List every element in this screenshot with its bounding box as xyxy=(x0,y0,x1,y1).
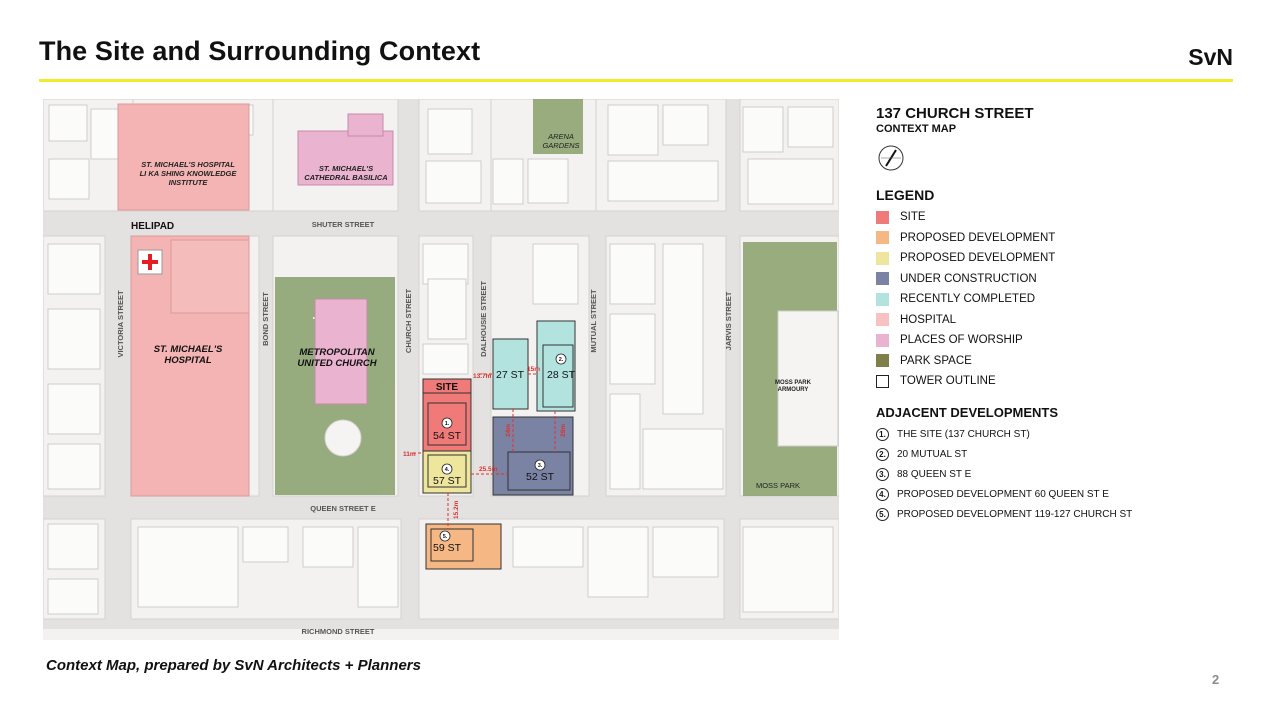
street-label-queen: QUEEN STREET E xyxy=(310,504,376,513)
map-info-panel xyxy=(876,105,1256,525)
street-label-mutual: MUTUAL STREET xyxy=(589,289,598,353)
adjacent-development-item xyxy=(876,505,1256,525)
adjacent-developments-title: ADJACENT DEVELOPMENTS xyxy=(876,404,1059,420)
place-label: ARMOURY xyxy=(777,387,809,393)
place-label: ST. MICHAEL'S HOSPITAL xyxy=(141,160,235,169)
dimension-label: 29m xyxy=(560,423,567,437)
map-caption: Context Map, prepared by SvN Architects + Planners xyxy=(46,657,421,674)
legend-swatch xyxy=(876,231,889,244)
helipad-label: HELIPAD xyxy=(131,221,175,232)
marker-number: 2. xyxy=(558,357,564,363)
building-label: 54 ST xyxy=(432,430,462,442)
legend-swatch xyxy=(876,272,889,285)
street-label-jarvis: JARVIS STREET xyxy=(724,291,733,351)
legend-title: LEGEND xyxy=(876,187,935,203)
street-label-victoria: VICTORIA STREET xyxy=(116,290,125,358)
place-label: HOSPITAL xyxy=(164,355,212,366)
page-title: The Site and Surrounding Context xyxy=(39,36,481,66)
legend-swatch xyxy=(876,375,889,388)
brand-logo: SvN xyxy=(1188,44,1233,70)
legend-item xyxy=(876,228,1256,249)
adjacent-development-label: PROPOSED DEVELOPMENT 119-127 CHURCH ST xyxy=(897,509,1133,520)
street-label-richmond: RICHMOND STREET xyxy=(301,627,375,636)
dimension-label: 15.2m xyxy=(453,500,460,519)
building-label: 27 ST xyxy=(495,369,525,381)
adjacent-development-item xyxy=(876,445,1256,465)
adjacent-development-number: 5. xyxy=(876,508,889,521)
marker-number: 3. xyxy=(537,463,543,469)
street-label-dalhousie: DALHOUSIE STREET xyxy=(479,281,488,357)
legend-swatch xyxy=(876,334,889,347)
legend-list xyxy=(876,207,1256,392)
adjacent-development-number: 2. xyxy=(876,448,889,461)
legend-label: HOSPITAL xyxy=(900,313,957,326)
legend-item xyxy=(876,269,1256,290)
dimension-label: 15m xyxy=(527,366,541,373)
north-arrow-icon xyxy=(877,144,905,172)
place-label: MOSS PARK xyxy=(775,380,811,386)
building-label: 57 ST xyxy=(432,475,462,487)
place-label: ARENA xyxy=(548,132,574,141)
context-map xyxy=(43,99,839,640)
adjacent-development-number: 3. xyxy=(876,468,889,481)
place-label: ST. MICHAEL'S xyxy=(318,164,374,173)
building-label: 52 ST xyxy=(525,471,555,483)
marker-number: 5. xyxy=(442,534,448,540)
legend-item xyxy=(876,330,1256,351)
adjacent-development-label: THE SITE (137 CHURCH ST) xyxy=(897,429,1030,440)
adjacent-development-item xyxy=(876,425,1256,445)
adjacent-development-number: 1. xyxy=(876,428,889,441)
legend-item xyxy=(876,371,1256,392)
building-label: 59 ST xyxy=(432,542,462,554)
place-label: MOSS PARK xyxy=(755,481,801,490)
building-label: 28 ST xyxy=(546,369,576,381)
adjacent-development-label: 88 QUEEN ST E xyxy=(897,469,972,480)
legend-swatch xyxy=(876,354,889,367)
place-label: CATHEDRAL BASILICA xyxy=(304,173,388,182)
legend-item xyxy=(876,351,1256,372)
adjacent-development-item xyxy=(876,485,1256,505)
legend-item xyxy=(876,289,1256,310)
adjacent-development-number: 4. xyxy=(876,488,889,501)
adjacent-development-label: PROPOSED DEVELOPMENT 60 QUEEN ST E xyxy=(897,489,1109,500)
street-label-bond: BOND STREET xyxy=(261,292,270,346)
legend-swatch xyxy=(876,211,889,224)
adjacent-development-label: 20 MUTUAL ST xyxy=(897,449,968,460)
marker-number: 1. xyxy=(444,421,450,427)
legend-label: PLACES OF WORSHIP xyxy=(900,334,1023,347)
map-type-label: CONTEXT MAP xyxy=(876,123,957,135)
street-label-church: CHURCH STREET xyxy=(404,288,413,354)
legend-label: TOWER OUTLINE xyxy=(900,375,996,388)
page-number: 2 xyxy=(1212,672,1220,687)
legend-swatch xyxy=(876,293,889,306)
place-label: GARDENS xyxy=(542,141,580,150)
dimension-label: 11m xyxy=(403,451,416,458)
legend-swatch xyxy=(876,313,889,326)
legend-label: PARK SPACE xyxy=(900,354,972,367)
adjacent-developments-list xyxy=(876,425,1256,525)
legend-label: SITE xyxy=(900,211,926,224)
legend-label: RECENTLY COMPLETED xyxy=(900,293,1036,306)
site-label: SITE xyxy=(435,382,459,393)
place-label: LI KA SHING KNOWLEDGE xyxy=(139,169,237,178)
legend-label: PROPOSED DEVELOPMENT xyxy=(900,252,1056,265)
adjacent-development-item xyxy=(876,465,1256,485)
place-label: UNITED CHURCH xyxy=(297,358,377,369)
legend-item xyxy=(876,248,1256,269)
title-underline xyxy=(39,79,1233,82)
dimension-label: 13.7m xyxy=(473,373,492,380)
legend-item xyxy=(876,310,1256,331)
dimension-label: 25.5m xyxy=(479,466,498,473)
marker-number: 4. xyxy=(444,467,450,473)
place-label: METROPOLITAN xyxy=(299,347,375,358)
dimension-label: 24m xyxy=(505,423,512,437)
legend-label: UNDER CONSTRUCTION xyxy=(900,272,1037,285)
place-label: INSTITUTE xyxy=(168,178,208,187)
street-label-shuter: SHUTER STREET xyxy=(311,220,375,229)
legend-item xyxy=(876,207,1256,228)
legend-swatch xyxy=(876,252,889,265)
place-label: ST. MICHAEL'S xyxy=(153,344,223,355)
legend-label: PROPOSED DEVELOPMENT xyxy=(900,231,1056,244)
project-name: 137 CHURCH STREET xyxy=(876,105,1034,122)
